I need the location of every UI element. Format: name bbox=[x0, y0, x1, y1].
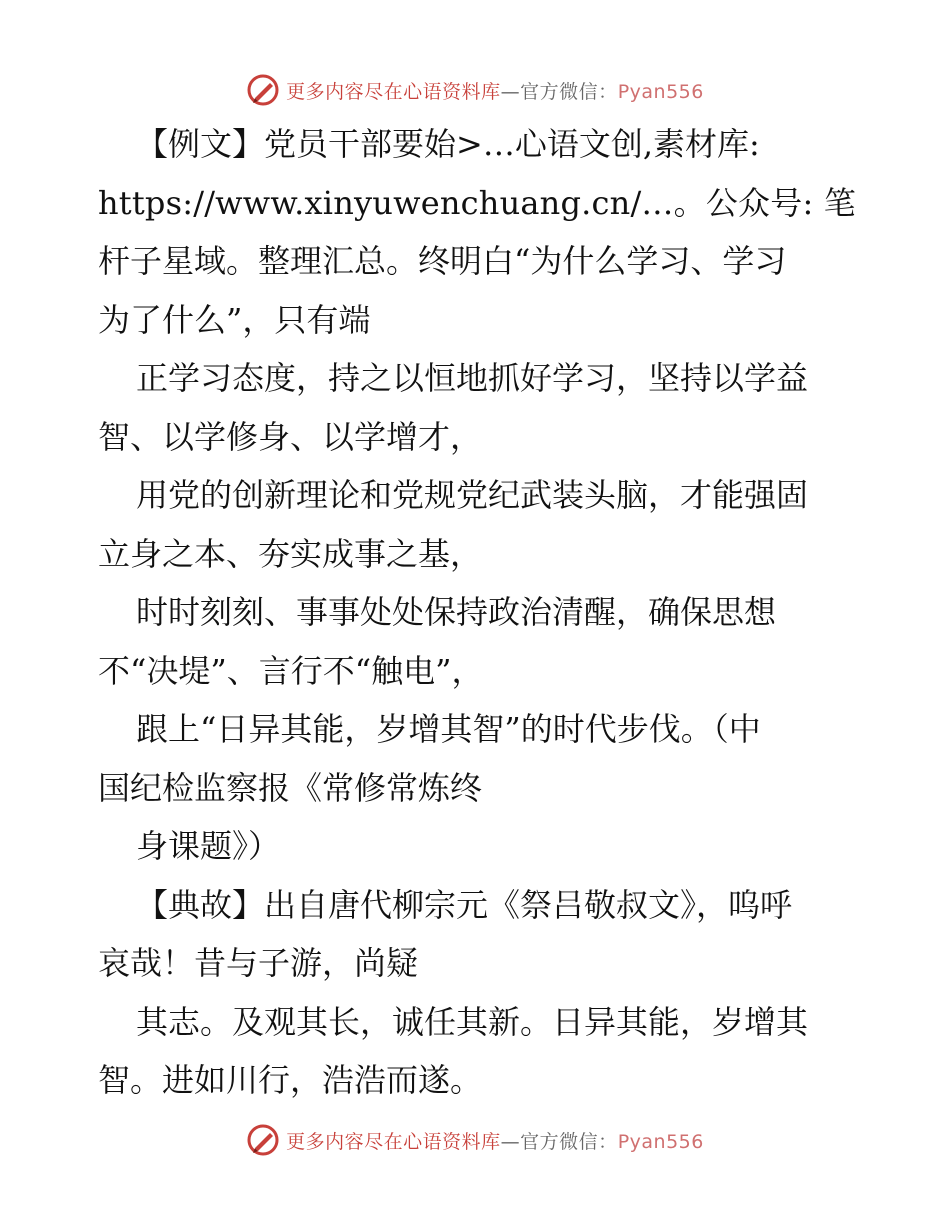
text-line: 身课题》） bbox=[136, 827, 281, 865]
text-line: 【典故】出自唐代柳宗元《祭吕敬叔文》，呜呼 bbox=[136, 885, 793, 924]
text-line: 跟上“日异其能，岁增其智”的时代步伐。（中 bbox=[136, 710, 761, 748]
text-line: 用党的创新理论和党规党纪武装头脑，才能强固 bbox=[136, 476, 809, 514]
text-line: 时时刻刻、事事处处保持政治清醒，确保思想 bbox=[136, 593, 777, 631]
text-line: 国纪检监察报《常修常炼终 bbox=[98, 768, 483, 807]
footer-watermark bbox=[0, 1120, 950, 1160]
text-line: 智。进如川行，浩浩而遂。 bbox=[98, 1061, 483, 1099]
text-line: 杆子星域。整理汇总。终明白“为什么学习、学习 bbox=[98, 242, 787, 280]
header-watermark bbox=[0, 70, 950, 110]
watermark-text: 更多内容尽在心语资料库—官方微信：Pyan556 bbox=[286, 1130, 704, 1153]
text-line: 【例文】党员干部要始>…心语文创,素材库: bbox=[136, 125, 760, 163]
text-line: 其志。及观其长，诚任其新。日异其能，岁增其 bbox=[136, 1002, 809, 1041]
text-line: 正学习态度，持之以恒地抓好学习，坚持以学益 bbox=[136, 359, 809, 397]
text-line: https://www.xinyuwenchuang.cn/…。公众号: 笔 bbox=[98, 183, 856, 222]
text-line: 为了什么”，只有端 bbox=[98, 300, 371, 339]
pen-logo-icon bbox=[246, 1123, 280, 1157]
text-line: 不“决堤”、言行不“触电”， bbox=[98, 651, 484, 690]
pen-logo-icon bbox=[246, 73, 280, 107]
watermark-text: 更多内容尽在心语资料库—官方微信：Pyan556 bbox=[286, 80, 704, 103]
text-line: 哀哉！昔与子游，尚疑 bbox=[98, 944, 419, 982]
document-body bbox=[98, 115, 858, 1110]
text-line: 智、以学修身、以学增才， bbox=[98, 417, 483, 456]
text-line: 立身之本、夯实成事之基， bbox=[98, 534, 483, 573]
